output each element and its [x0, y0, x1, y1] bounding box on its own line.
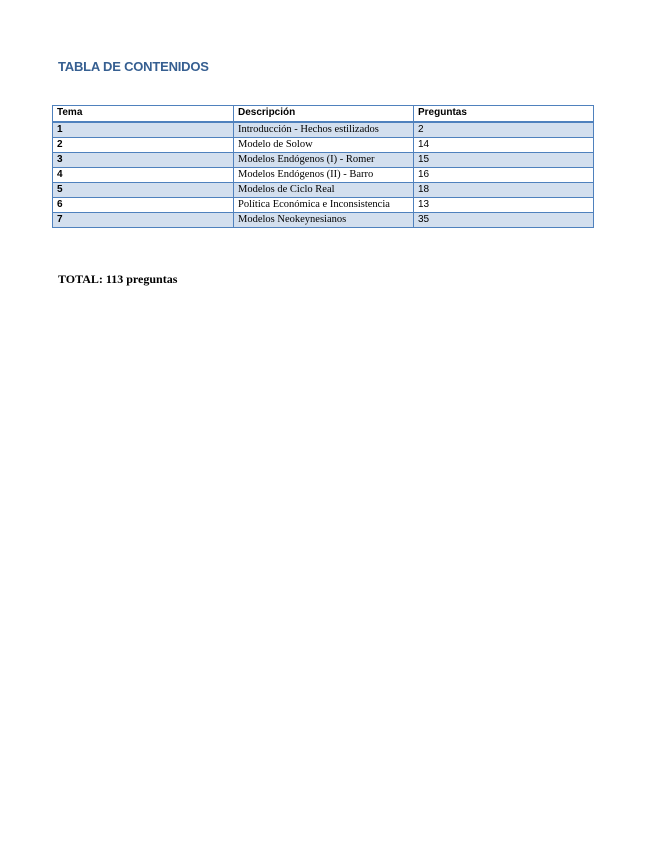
cell-preguntas: 15 [414, 153, 594, 168]
cell-tema: 3 [53, 153, 234, 168]
cell-tema: 7 [53, 213, 234, 228]
table-row [53, 198, 594, 213]
cell-preguntas: 2 [414, 122, 594, 138]
table-row [53, 122, 594, 138]
cell-descripcion: Política Económica e Inconsistencia [234, 198, 414, 213]
cell-preguntas: 16 [414, 168, 594, 183]
cell-descripcion: Modelos de Ciclo Real [234, 183, 414, 198]
cell-preguntas: 18 [414, 183, 594, 198]
cell-descripcion: Modelos Neokeynesianos [234, 213, 414, 228]
table-row [53, 213, 594, 228]
cell-descripcion: Modelos Endógenos (I) - Romer [234, 153, 414, 168]
cell-descripcion: Introducción - Hechos estilizados [234, 122, 414, 138]
table-header-row [53, 106, 594, 123]
cell-tema: 6 [53, 198, 234, 213]
header-tema: Tema [53, 106, 234, 123]
cell-tema: 2 [53, 138, 234, 153]
cell-preguntas: 14 [414, 138, 594, 153]
cell-descripcion: Modelo de Solow [234, 138, 414, 153]
cell-tema: 4 [53, 168, 234, 183]
table-row [53, 153, 594, 168]
table-row [53, 138, 594, 153]
page-title: TABLA DE CONTENIDOS [58, 59, 209, 74]
header-descripcion: Descripción [234, 106, 414, 123]
total-questions: TOTAL: 113 preguntas [58, 272, 178, 286]
cell-tema: 1 [53, 122, 234, 138]
cell-descripcion: Modelos Endógenos (II) - Barro [234, 168, 414, 183]
table-row [53, 183, 594, 198]
contents-table [52, 105, 594, 228]
cell-tema: 5 [53, 183, 234, 198]
header-preguntas: Preguntas [414, 106, 594, 123]
table-row [53, 168, 594, 183]
cell-preguntas: 35 [414, 213, 594, 228]
cell-preguntas: 13 [414, 198, 594, 213]
